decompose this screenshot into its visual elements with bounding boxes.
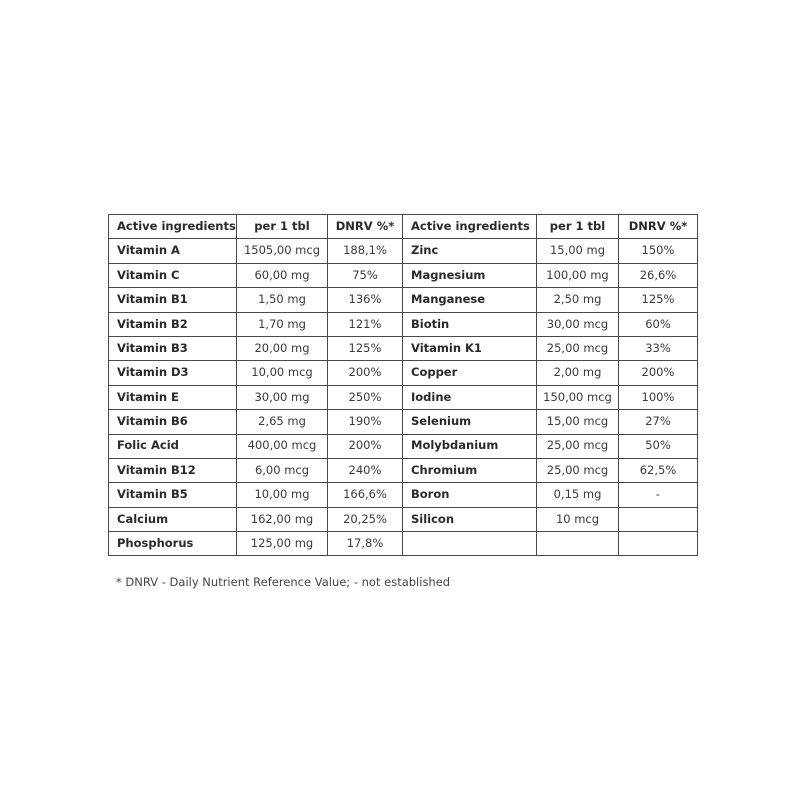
table-row — [109, 361, 698, 385]
table-row — [109, 434, 698, 458]
dnrv-percent-cell: 121% — [328, 312, 403, 336]
dnrv-percent-cell: 27% — [619, 410, 698, 434]
dnrv-percent-cell: 75% — [328, 263, 403, 287]
dnrv-percent-cell: 188,1% — [328, 239, 403, 263]
dnrv-percent-cell: 50% — [619, 434, 698, 458]
footnote: * DNRV - Daily Nutrient Reference Value; - not established — [116, 575, 451, 589]
amount-per-tablet-cell: 15,00 mcg — [537, 410, 619, 434]
ingredient-name-cell: Chromium — [403, 458, 537, 482]
dnrv-percent-cell: 136% — [328, 288, 403, 312]
ingredient-name-cell: Manganese — [403, 288, 537, 312]
ingredient-name-cell: Molybdanium — [403, 434, 537, 458]
header-active-ingredients: Active ingredients — [109, 215, 237, 239]
amount-per-tablet-cell: 25,00 mcg — [537, 458, 619, 482]
amount-per-tablet-cell: 2,65 mg — [237, 410, 328, 434]
ingredient-name-cell: Vitamin B5 — [109, 483, 237, 507]
dnrv-percent-cell: 200% — [328, 361, 403, 385]
dnrv-percent-cell: 20,25% — [328, 507, 403, 531]
dnrv-percent-cell: 33% — [619, 336, 698, 360]
nutrition-table — [108, 214, 698, 556]
ingredient-name-cell: Vitamin B1 — [109, 288, 237, 312]
amount-per-tablet-cell: 10,00 mg — [237, 483, 328, 507]
ingredient-name-cell: Vitamin B3 — [109, 336, 237, 360]
ingredient-name-cell: Vitamin A — [109, 239, 237, 263]
ingredient-name-cell: Vitamin E — [109, 385, 237, 409]
ingredient-name-cell: Biotin — [403, 312, 537, 336]
amount-per-tablet-cell: 150,00 mcg — [537, 385, 619, 409]
dnrv-percent-cell: - — [619, 483, 698, 507]
table-row — [109, 458, 698, 482]
ingredient-name-cell: Vitamin D3 — [109, 361, 237, 385]
ingredient-name-cell: Silicon — [403, 507, 537, 531]
ingredient-name-cell: Copper — [403, 361, 537, 385]
table-row — [109, 507, 698, 531]
amount-per-tablet-cell: 2,00 mg — [537, 361, 619, 385]
ingredient-name-cell: Vitamin B6 — [109, 410, 237, 434]
table-body — [109, 239, 698, 556]
dnrv-percent-cell: 150% — [619, 239, 698, 263]
ingredient-name-cell: Vitamin B2 — [109, 312, 237, 336]
amount-per-tablet-cell: 100,00 mg — [537, 263, 619, 287]
dnrv-percent-cell — [619, 532, 698, 556]
table-row — [109, 410, 698, 434]
header-row — [109, 215, 698, 239]
amount-per-tablet-cell: 15,00 mg — [537, 239, 619, 263]
ingredient-name-cell: Iodine — [403, 385, 537, 409]
table-row — [109, 483, 698, 507]
ingredient-name-cell: Vitamin K1 — [403, 336, 537, 360]
amount-per-tablet-cell: 25,00 mcg — [537, 434, 619, 458]
table-row — [109, 239, 698, 263]
ingredient-name-cell: Phosphorus — [109, 532, 237, 556]
table-row — [109, 336, 698, 360]
dnrv-percent-cell: 17,8% — [328, 532, 403, 556]
dnrv-percent-cell: 100% — [619, 385, 698, 409]
ingredient-name-cell: Magnesium — [403, 263, 537, 287]
header-dnrv: DNRV %* — [619, 215, 698, 239]
amount-per-tablet-cell: 6,00 mcg — [237, 458, 328, 482]
amount-per-tablet-cell: 10,00 mcg — [237, 361, 328, 385]
dnrv-percent-cell: 166,6% — [328, 483, 403, 507]
amount-per-tablet-cell: 162,00 mg — [237, 507, 328, 531]
amount-per-tablet-cell: 1,50 mg — [237, 288, 328, 312]
amount-per-tablet-cell: 10 mcg — [537, 507, 619, 531]
amount-per-tablet-cell: 30,00 mg — [237, 385, 328, 409]
table-row — [109, 312, 698, 336]
amount-per-tablet-cell: 25,00 mcg — [537, 336, 619, 360]
header-per-tablet: per 1 tbl — [537, 215, 619, 239]
dnrv-percent-cell: 125% — [328, 336, 403, 360]
amount-per-tablet-cell: 1,70 mg — [237, 312, 328, 336]
amount-per-tablet-cell: 1505,00 mcg — [237, 239, 328, 263]
ingredient-name-cell: Selenium — [403, 410, 537, 434]
dnrv-percent-cell — [619, 507, 698, 531]
header-dnrv: DNRV %* — [328, 215, 403, 239]
dnrv-percent-cell: 200% — [619, 361, 698, 385]
table-row — [109, 263, 698, 287]
header-per-tablet: per 1 tbl — [237, 215, 328, 239]
dnrv-percent-cell: 62,5% — [619, 458, 698, 482]
amount-per-tablet-cell: 2,50 mg — [537, 288, 619, 312]
amount-per-tablet-cell — [537, 532, 619, 556]
dnrv-percent-cell: 26,6% — [619, 263, 698, 287]
ingredient-name-cell: Zinc — [403, 239, 537, 263]
table-row — [109, 385, 698, 409]
table-row — [109, 288, 698, 312]
table-row — [109, 532, 698, 556]
dnrv-percent-cell: 200% — [328, 434, 403, 458]
dnrv-percent-cell: 250% — [328, 385, 403, 409]
header-active-ingredients: Active ingredients — [403, 215, 537, 239]
dnrv-percent-cell: 190% — [328, 410, 403, 434]
dnrv-percent-cell: 240% — [328, 458, 403, 482]
ingredient-name-cell — [403, 532, 537, 556]
amount-per-tablet-cell: 30,00 mcg — [537, 312, 619, 336]
amount-per-tablet-cell: 400,00 mcg — [237, 434, 328, 458]
amount-per-tablet-cell: 125,00 mg — [237, 532, 328, 556]
amount-per-tablet-cell: 60,00 mg — [237, 263, 328, 287]
ingredient-name-cell: Calcium — [109, 507, 237, 531]
dnrv-percent-cell: 60% — [619, 312, 698, 336]
amount-per-tablet-cell: 20,00 mg — [237, 336, 328, 360]
ingredient-name-cell: Boron — [403, 483, 537, 507]
ingredient-name-cell: Folic Acid — [109, 434, 237, 458]
amount-per-tablet-cell: 0,15 mg — [537, 483, 619, 507]
ingredient-name-cell: Vitamin B12 — [109, 458, 237, 482]
dnrv-percent-cell: 125% — [619, 288, 698, 312]
ingredient-name-cell: Vitamin C — [109, 263, 237, 287]
